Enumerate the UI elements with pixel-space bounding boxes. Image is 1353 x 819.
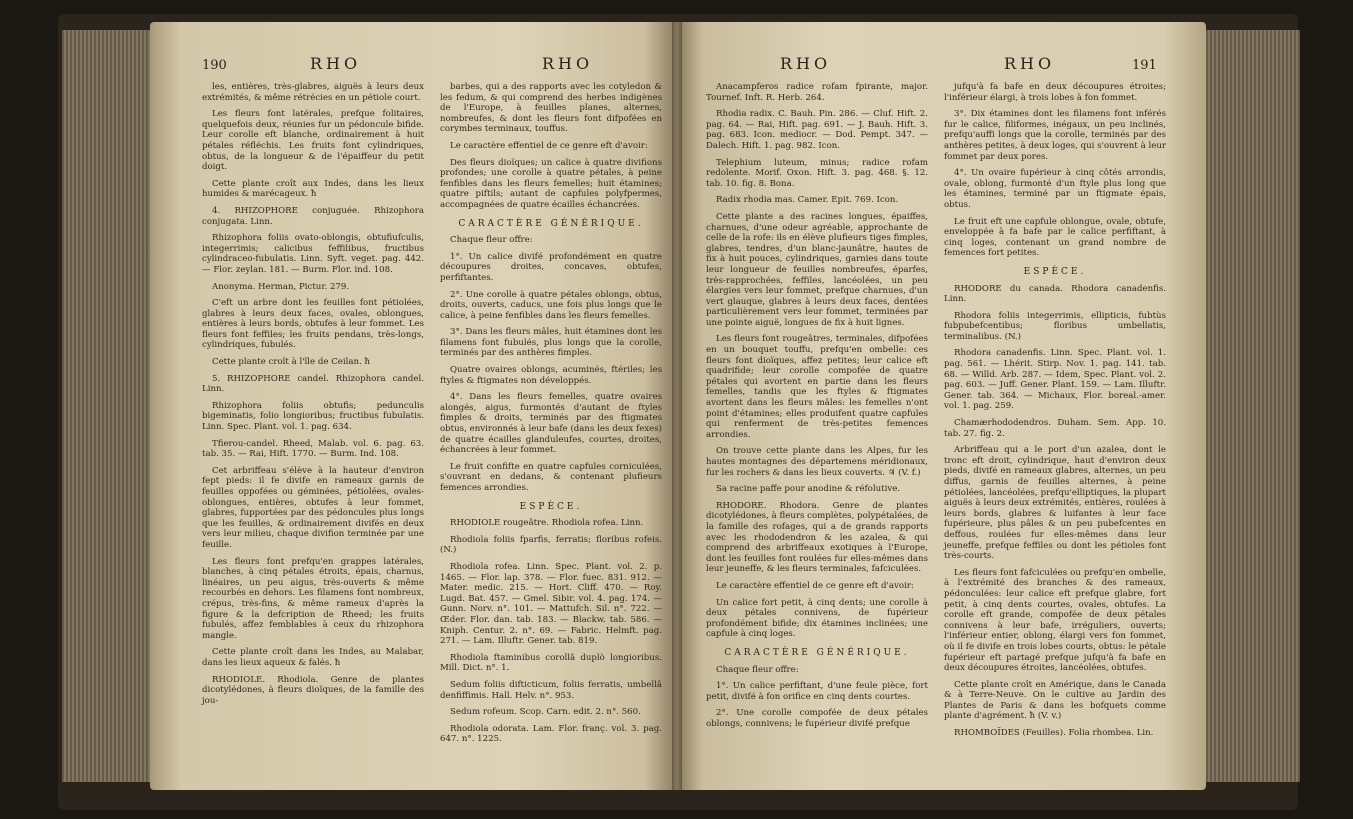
paragraph: Rhizophora foliis ovato-oblongis, obtufiufculis, integerrimis; calicibus feffilibus, fructibus cylindraceo-fubulatis. Linn. Syft. veget. pag. 442. — Flor. zeylan. 181. — Burm. Flor. ind. 108. — [202, 233, 424, 275]
paragraph: 4°. Un ovaire fupérieur à cinq côtés arrondis, ovale, oblong, furmonté d'un ftyle plus long que les étamines, terminé par un ftigmate épais, obtus. — [944, 168, 1166, 210]
paragraph: Rhodiola foliis fparfis, ferratis; floribus rofeis. (N.) — [440, 534, 662, 556]
paragraph: Anacampferos radice rofam fpirante, major. Tournef. Inft. R. Herb. 264. — [706, 82, 928, 103]
paragraph: Cette plante croît dans les Indes, au Malabar, dans les lieux aqueux & falés. ħ — [202, 647, 424, 668]
paragraph: Quatre ovaires oblongs, acuminés, ftériles; les ftyles & ftigmates non développés. — [440, 365, 662, 386]
paragraph: 3°. Dix étamines dont les filamens font inférés fur le calice, filiformes, inégaux, un peu inclinés, prefqu'auffi longs que la corolle, terminés par des anthères petites, à deux loges, qui s'ouvrent à leur fommet par deux pores. — [944, 109, 1166, 162]
paragraph: 1°. Un calice perfiftant, d'une feule pièce, fort petit, divifé à fon orifice en cinq dents courtes. — [706, 681, 928, 702]
paragraph: jufqu'à fa bafe en deux découpures étroites; l'inférieur élargi, à trois lobes à fon fommet. — [944, 82, 1166, 103]
paragraph: RHOMBOÏDES (Feuilles). Folia rhombea. Lin. — [954, 728, 1154, 739]
left-page — [150, 22, 676, 790]
page-number: 190 — [202, 58, 227, 73]
paragraph: RHODIOLE. Rhodiola. Genre de plantes dicotylédones, à fleurs dioïques, de la famille des jou- — [202, 674, 424, 706]
book-gutter — [672, 22, 682, 790]
text-column-right-2 — [944, 82, 1166, 745]
left-page-edges — [62, 30, 152, 782]
paragraph: 1°. Un calice divifé profondément en quatre découpures droites, concaves, obtufes, perfiftantes. — [440, 251, 662, 283]
paragraph: RHODORE. Rhodora. Genre de plantes dicotylédones, à fleurs complètes, polypétalées, de la famille des rofages, qui a de grands rapports avec les rhododendron & les azalea, & qui comprend des arbriffeaux exotiques à l'Europe, dont les feuilles font roulées fur elles-mêmes dans leur jeuneffe, & les fleurs terminales, fafciculées. — [706, 500, 928, 575]
paragraph: Chaque fleur offre: — [716, 664, 799, 675]
paragraph: Cet arbriffeau s'élève à la hauteur d'environ fept pieds: il fe divife en rameaux garnis de feuilles oppofées ou géminées, pétiolées, ovales-oblongues, entières, obtufes à leur fommet, glabres, fupportées par des pédoncules plus longs que les feuilles, & ordinairement divifés en deux vers leur milieu, chaque divifion terminée par une feuille. — [202, 465, 424, 550]
paragraph: 4. RHIZOPHORE conjuguée. Rhizophora conjugata. Linn. — [202, 205, 424, 227]
paragraph: 4°. Dans les fleurs femelles, quatre ovaires alongés, aigus, furmontés d'autant de ftyles fimples & droits, terminés par des ftigmates obtus, environnés à leur bafe (dans les deux fexes) de quatre écailles glanduleufes, courtes, droites, échancrées à leur fommet. — [440, 392, 662, 456]
paragraph: Le fruit confifte en quatre capfules corniculées, s'ouvrant en dedans, & contenant plufieurs femences arrondies. — [440, 461, 662, 493]
paragraph: CARACTÈRE GÉNÉRIQUE. — [458, 218, 644, 229]
paragraph: RHODIOLE rougeâtre. Rhodiola rofea. Linn. — [450, 518, 644, 529]
paragraph: 2°. Une corolle à quatre pétales oblongs, obtus, droits, ouverts, caducs, une fois plus longs que le calice, à peine fenfibles dans les fleurs femelles. — [440, 289, 662, 321]
paragraph: Rhodia radix. C. Bauh. Pin. 286. — Cluf. Hift. 2. pag. 64. — Rai, Hift. pag. 691. — J. Bauh. Hift. 3. pag. 683. Icon. mediocr. — Dod. Pempt. 347. — Dalech. Hift. 1. pag. 982. Icon. — [706, 109, 928, 151]
paragraph: Les fleurs font latérales, prefque folitaires, quelquefois deux, réunies fur un pédoncule bifide. Leur corolle eft blanche, ordinairement à huit pétales réfléchis. Les fruits font cylindriques, obtus, de la longueur & de l'épaiffeur du petit doigt. — [202, 109, 424, 173]
paragraph: les, entières, très-glabres, aiguës à leurs deux extrémités, & même rétrécies en un pétiole court. — [202, 82, 424, 103]
paragraph: 2°. Une corolle compofée de deux pétales oblongs, connivens; le fupérieur divifé prefque — [706, 708, 928, 729]
paragraph: Rhodiola odorata. Lam. Flor. franç. vol. 3. pag. 647. n°. 1225. — [440, 723, 662, 745]
paragraph: Les fleurs font rougeâtres, terminales, difpofées en un bouquet touffu, prefqu'en ombelle: ces fleurs font dioïques, affez petites; leur calice eft quadrifide; leur corolle compofée de quatre pétales qui avortent en partie dans les fleurs femelles, tandis que les ftyles & ftigmates avortent dans les fleurs mâles: les femelles n'ont point d'étamines; elles produifent quatre capfules qui renferment de très-petites femences arrondies. — [706, 334, 928, 440]
paragraph: RHODORE du canada. Rhodora canadenfis. Linn. — [944, 283, 1166, 305]
paragraph: Cette plante croît en Amérique, dans le Canada & à Terre-Neuve. On le cultive au Jardin des Plantes de Paris & dans les bofquets comme plante d'agrément. ħ (V. v.) — [944, 679, 1166, 722]
running-header: RHO — [542, 54, 594, 73]
right-page-edges — [1204, 30, 1300, 782]
paragraph: Radix rhodia mas. Camer. Epit. 769. Icon. — [716, 195, 899, 206]
paragraph: Sedum rofeum. Scop. Carn. edit. 2. n°. 560. — [450, 707, 641, 718]
paragraph: Anonyma. Herman, Pictur. 279. — [212, 281, 350, 292]
paragraph: 5. RHIZOPHORE candel. Rhizophora candel. Linn. — [202, 373, 424, 395]
paragraph: Chamærhododendros. Duham. Sem. App. 10. tab. 27. fig. 2. — [944, 418, 1166, 439]
paragraph: Les fleurs font fafciculées ou prefqu'en ombelle, à l'extrémité des branches & des rameaux, pédonculées: leur calice eft prefque glabre, fort petit, à cinq dents courtes, ovales, obtufes. La corolle eft grande, compofée de deux pétales connivens à leur bafe, irréguliers, ouverts; l'inférieur entier, oblong, élargi vers fon fommet, où il fe divife en trois lobes courts, obtus: le pétale fupérieur eft partagé prefque jufqu'à fa bafe en deux découpures étroites, lancéolées, obtufes. — [944, 567, 1166, 674]
paragraph: Cette plante croît à l'île de Ceilan. ħ — [212, 357, 371, 368]
paragraph: On trouve cette plante dans les Alpes, fur les hautes montagnes des départemens méridionaux, fur les rochers & dans les lieux couverts. ♃ (V. f.) — [706, 446, 928, 478]
paragraph: C'eft un arbre dont les feuilles font pétiolées, glabres à leurs deux faces, ovales, oblongues, entières à leurs bords, obtufes à leur fommet. Les fleurs font feffiles; les fruits pendans, très-longs, cylindriques, fubulés. — [202, 298, 424, 351]
paragraph: CARACTÈRE GÉNÉRIQUE. — [724, 647, 910, 658]
paragraph: Chaque fleur offre: — [450, 235, 533, 246]
paragraph: Le caractère effentiel de ce genre eft d'avoir: — [450, 140, 648, 151]
paragraph: Le caractère effentiel de ce genre eft d'avoir: — [716, 580, 914, 591]
paragraph: Des fleurs dioïques; un calice à quatre divifions profondes; une corolle à quatre pétales, à peine fenfibles dans les fleurs femelles; huit étamines; quatre piftils; autant de capfules polyfpermes, accompagnées de quatre écailles échancrées. — [440, 157, 662, 210]
paragraph: Rhizophora foliis obtufis; pedunculis bigeminatis, folio longioribus; fructibus fubulatis. Linn. Spec. Plant. vol. 1. pag. 634. — [202, 400, 424, 433]
paragraph: Rhodora canadenfis. Linn. Spec. Plant. vol. 1. pag. 561. — Lhérit. Stirp. Nov. 1. pag. 141. tab. 68. — Willd. Arb. 287. — Idem, Spec. Plant. vol. 2. pag. 603. — Juff. Gener. Plant. 159. — Lam. Illuftr. Gener. tab. 364. — Michaux, Flor. boreal.-amer. vol. 1. pag. 259. — [944, 348, 1166, 412]
paragraph: Les fleurs font prefqu'en grappes latérales, blanches, à cinq pétales étroits, épais, charnus, linéaires, un peu aigus, très-ouverts & même recourbés en dehors. Les filamens font nombreux, crépus, très-fins, & même rameux d'après la figure & la defcription de Rheed; les fruits fubulés, affez femblables à ceux du rhizophora mangle. — [202, 556, 424, 641]
paragraph: Rhodiola ftaminibus corollâ duplò longioribus. Mill. Dict. n°. 1. — [440, 652, 662, 674]
paragraph: Rhodora foliis integerrimis, ellipticis, fubtùs fubpubefcentibus; floribus umbellatis, terminalibus. (N.) — [944, 310, 1166, 342]
text-column-left-1 — [202, 82, 424, 712]
paragraph: Sa racine paffe pour anodine & réfolutive. — [716, 484, 901, 495]
paragraph: Un calice fort petit, à cinq dents; une corolle à deux pétales connivens, de fupérieur profondément bifide; dix étamines inclinées; une capfule à cinq loges. — [706, 597, 928, 640]
text-column-right-1 — [706, 82, 928, 735]
running-header: RHO — [1004, 54, 1056, 73]
paragraph: Telephium luteum, minus; radice rofam redolente. Morif. Oxon. Hift. 3. pag. 468. §. 12. tab. 10. fig. 8. Bona. — [706, 157, 928, 189]
paragraph: ESPÈCE. — [519, 501, 583, 512]
running-header: RHO — [780, 54, 832, 73]
paragraph: Le fruit eft une capfule oblongue, ovale, obtufe, enveloppée à fa bafe par le calice perfiftant, à cinq loges, contenant un grand nombre de femences fort petites. — [944, 216, 1166, 259]
paragraph: Sedum foliis difticticum, foliis ferratis, umbellâ denfiffimis. Hall. Helv. n°. 953. — [440, 679, 662, 701]
paragraph: Tfierou-candel. Rheed, Malab. vol. 6. pag. 63. tab. 35. — Rai, Hift. 1770. — Burm. Ind. 108. — [202, 438, 424, 460]
page-number: 191 — [1132, 58, 1157, 73]
running-header: RHO — [310, 54, 362, 73]
paragraph: Rhodiola rofea. Linn. Spec. Plant. vol. 2. p. 1465. — Flor. lap. 378. — Flor. fuec. 831. 912. — Mater. medic. 215. — Hort. Cliff. 470. — Roy. Lugd. Bat. 457. — Gmel. Sibir. vol. 4. pag. 174. — Gunn. Norv. n°. 101. — Mattufch. Sil. n°. 722. — Œder. Flor. dan. tab. 183. — Blackw. tab. 586. — Kniph. Centur. 2. n°. 69. — Fabric. Helmft. pag. 271. — Lam. Illuftr. Gener. tab. 819. — [440, 561, 662, 647]
right-page — [676, 22, 1206, 790]
text-column-left-2 — [440, 82, 662, 751]
paragraph: Arbriffeau qui a le port d'un azalea, dont le tronc eft droit, cylindrique, haut d'environ deux pieds, divifé en rameaux glabres, alternes, un peu diffus, garnis de feuilles alternes, à peine pétiolées, lancéolées, prefqu'elliptiques, la plupart aiguës à leurs deux extrémités, entières, roulées à leurs bords, glabres & luifantes à leur face fupérieure, plus pâles & un peu pubefcentes en deffous, roulées fur elles-mêmes dans leur jeuneffe, prefque feffiles ou dont les pétioles font très-courts. — [944, 445, 1166, 562]
paragraph: 3°. Dans les fleurs mâles, huit étamines dont les filamens font fubulés, plus longs que la corolle, terminés par des anthères fimples. — [440, 327, 662, 359]
paragraph: ESPÈCE. — [1023, 266, 1087, 277]
paragraph: barbes, qui a des rapports avec les cotyledon & les fedum, & qui comprend des herbes indigènes de l'Europe, à feuilles planes, alternes, nombreufes, & dont les fleurs font difpofées en corymbes terminaux, touffus. — [440, 82, 662, 135]
paragraph: Cette plante a des racines longues, épaiffes, charnues, d'une odeur agréable, approchante de celle de la rofe: ils en élève plufieurs tiges fimples, glabres, tendres, d'un blanc-jaunâtre, hautes de fix à huit pouces, cylindriques, garnies dans toute leur longueur de feuilles nombreufes, éparfes, très-rapprochées, feffiles, lancéolées, un peu élargies vers leur fommet, prefque charnues, d'un vert glauque, glabres à leurs deux faces, dentées particulièrement vers leur fommet, terminées par une pointe aiguë, longues de fix à huit lignes. — [706, 211, 928, 328]
paragraph: Cette plante croît aux Indes, dans les lieux humides & marécageux. ħ — [202, 178, 424, 200]
